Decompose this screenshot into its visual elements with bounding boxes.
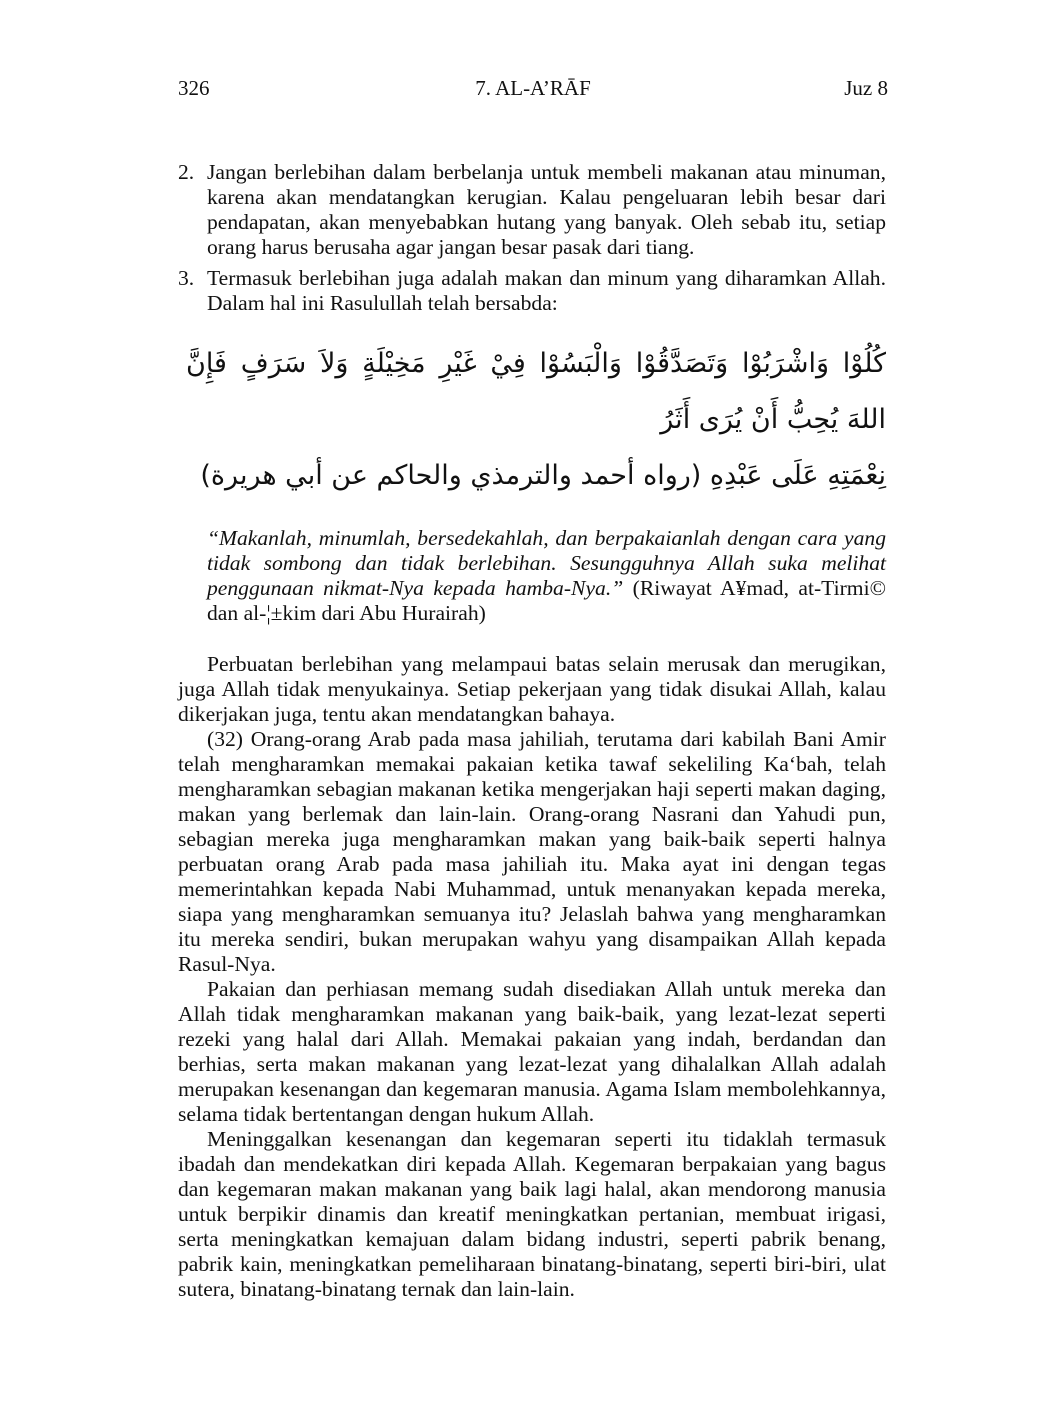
list-item [178,160,886,260]
list-item [178,266,886,316]
hadith-arabic-line-2: نِعْمَتِهِ عَلَى عَبْدِهِ (رواه أحمد والترمذي والحاكم عن أبي هريرة) [200,460,886,491]
page-number: 326 [178,76,210,100]
chapter-title: 7. AL-A’RĀF [475,76,591,100]
body-paragraph: Perbuatan berlebihan yang melampaui batas selain merusak dan merugikan, juga Allah tidak menyukainya. Setiap pekerjaan yang tidak disukai Allah, kalau dikerjakan juga, tentu akan mendatangkan bahaya. [178,652,886,726]
page-content [178,160,886,1302]
body-paragraph: Pakaian dan perhiasan memang sudah disediakan Allah untuk mereka dan Allah tidak mengharamkan makanan yang baik-baik, yang lezat-lezat seperti rezeki yang halal dari Allah. Memakai pakaian yang indah, berdandan dan berhias, serta makan makanan yang lezat-lezat yang dihalalkan Allah adalah merupakan kesenangan dan kegemaran manusia. Agama Islam membolehkannya, selama tidak bertentangan dengan hukum Allah. [178,977,886,1126]
hadith-arabic-line-1: كُلُوْا وَاشْرَبُوْا وَتَصَدَّقُوْا وَالْبَسُوْا فِيْ غَيْرِ مَخِيْلَةٍ وَلاَ سَرَفٍ فَإِنَّ اللهَ يُحِبُّ أَنْ يُرَى أَثَرُ [186,348,886,435]
list-item-number: 2. [178,160,195,184]
hadith-arabic-text [178,336,886,504]
hadith-translation-text: “Makanlah, minumlah, bersedekahlah, dan berpakaianlah dengan cara yang tidak sombong dan tidak berlebihan. Sesungguhnya Allah suka melihat penggunaan nikmat-Nya kepada hamba-Nya.” [207,526,886,600]
page-header [178,76,888,104]
juz-label: Juz 8 [844,76,888,100]
body-paragraph: Meninggalkan kesenangan dan kegemaran seperti itu tidaklah termasuk ibadah dan mendekatkan diri kepada Allah. Kegemaran berpakaian yang bagus dan kegemaran makan makanan yang baik lagi halal, akan mendorong manusia untuk berpikir dinamis dan kreatif meningkatkan pertanian, membuat irigasi, serta meningkatkan kemajuan dalam bidang industri, seperti pabrik benang, pabrik kain, meningkatkan pemeliharaan binatang-binatang, seperti biri-biri, ulat sutera, binatang-binatang ternak dan lain-lain. [178,1127,886,1301]
body-paragraph: (32) Orang-orang Arab pada masa jahiliah, terutama dari kabilah Bani Amir telah mengharamkan memakai pakaian ketika tawaf sekeliling Ka‘bah, telah mengharamkan sebagian makanan ketika mengerjakan haji seperti makan daging, makan yang berlemak dan lain-lain. Orang-orang Nasrani dan Yahudi pun, sebagian mereka juga mengharamkan makan yang baik-baik seperti halnya perbuatan orang Arab pada masa jahiliah itu. Maka ayat ini dengan tegas memerintahkan kepada Nabi Muhammad, untuk menanyakan kepada mereka, siapa yang mengharamkan semuanya itu? Jelaslah bahwa yang mengharamkan itu mereka sendiri, bukan merupakan wahyu yang disampaikan Allah kepada Rasul-Nya. [178,727,886,976]
list-item-number: 3. [178,266,195,290]
list-item-text: Jangan berlebihan dalam berbelanja untuk membeli makanan atau minuman, karena akan mendatangkan kerugian. Kalau pengeluaran lebih besar dari pendapatan, akan menyebabkan hutang yang banyak. Oleh sebab itu, setiap orang harus berusaha agar jangan besar pasak dari tiang. [207,160,886,259]
hadith-source: (Riwayat A¥mad, at-Tirmi© dan al-¦±kim dari Abu Hurairah) [207,576,886,625]
hadith-translation [178,526,886,626]
list-item-text: Termasuk berlebihan juga adalah makan dan minum yang diharamkan Allah. Dalam hal ini Rasulullah telah bersabda: [207,266,886,315]
